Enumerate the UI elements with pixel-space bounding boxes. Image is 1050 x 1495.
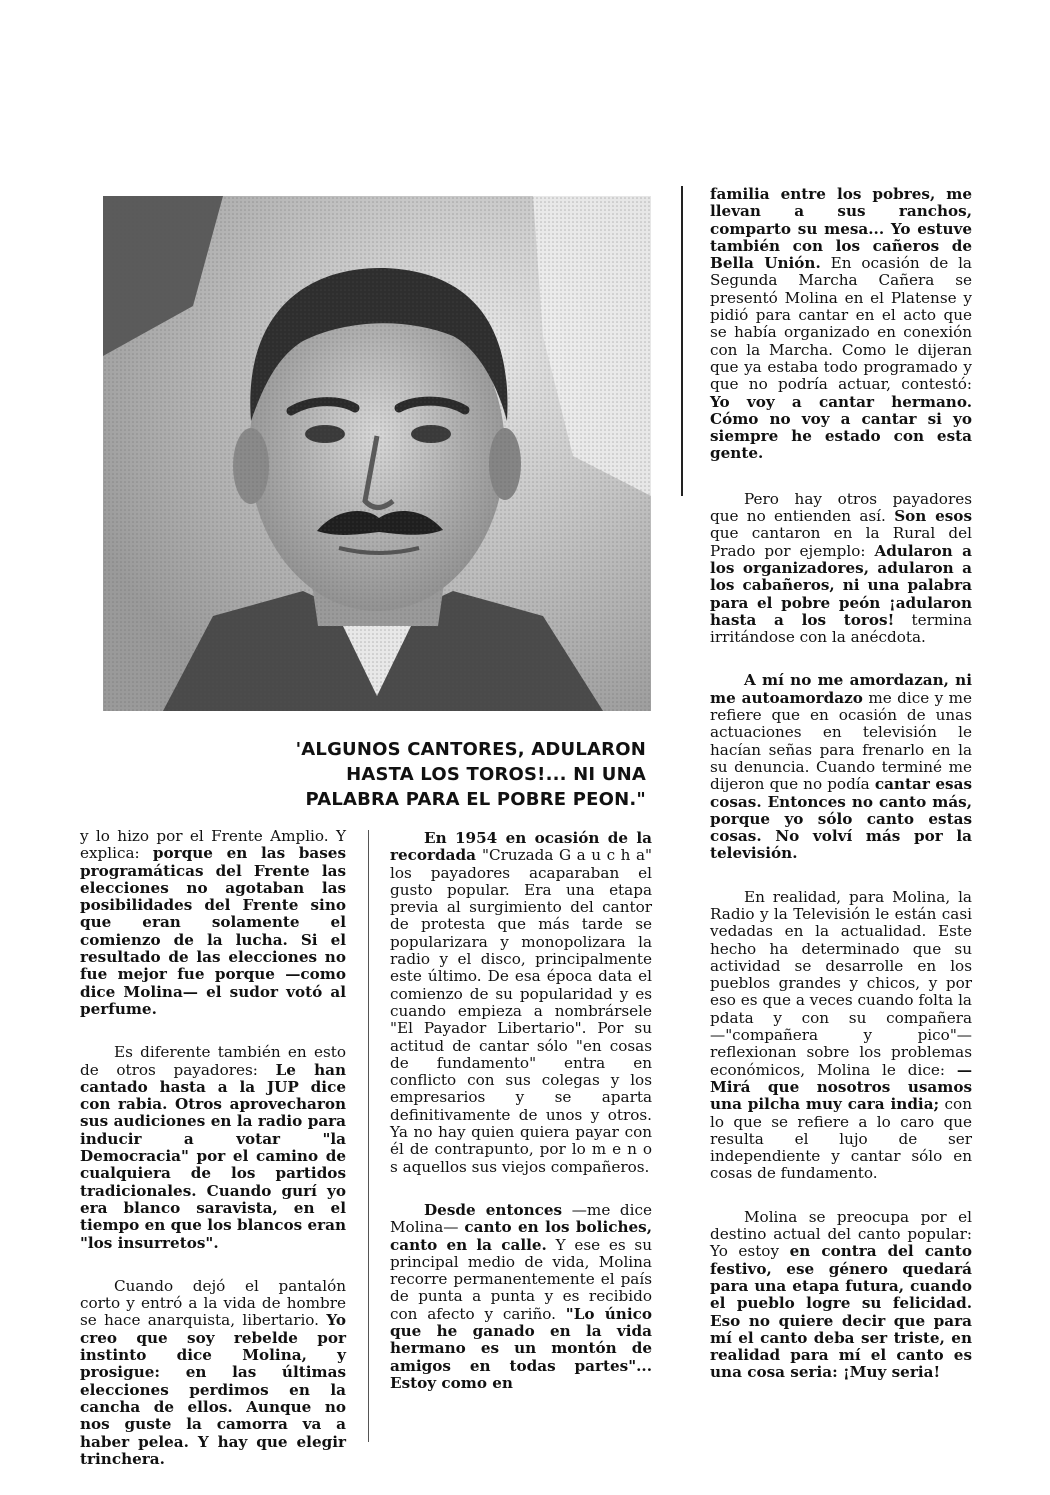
- paragraph-7: Pero hay otros payadores que no entienden así. Son esos que cantaron en la Rural del Prado por ejemplo: Adularon a los organizadores, adularon a los cabañeros, ni una palabra para el pobre peón ¡adularon hasta a los toros! termina irritándose con la anécdota.: [710, 489, 973, 647]
- column-2: [390, 830, 652, 1418]
- paragraph-9: En realidad, para Molina, la Radio y la Televisión le están casi vedadas en la actualidad. Este hecho ha determinado que su actividad se desarrolle en los pueblos grandes y chicos, y por eso es que a veces cuando folta la pdata y con su compañera —"compañera y pico"— reflexionan sobre los problemas económicos, Molina le dice: —Mirá que nosotros usamos una pilcha muy cara india; con lo que se refiere a lo caro que resulta el lujo de ser independiente y cantar sólo en cosas de fundamento.: [710, 887, 972, 1183]
- column-1: [80, 828, 346, 1494]
- paragraph-8: A mí no me amordazan, ni me autoamordazo me dice y me refiere que en ocasión de unas actuaciones en televisión le hacían señas para frenarlo en la su denuncia. Cuando terminé me dijeron que no podía cantar esas cosas. Entonces no canto más, porque yo sólo canto estas cosas. No volví más por la televisión.: [710, 671, 972, 863]
- paragraph-10: Molina se preocupa por el destino actual del canto popular: Yo estoy en contra del canto festivo, ese género quedará para una etapa futura, cuando el pueblo logre su felicidad. Eso no quiere decir que para mí el canto deba ser triste, en realidad para mí el canto es una cosa seria: ¡Muy seria!: [710, 1207, 973, 1382]
- paragraph-3: Cuando dejó el pantalón corto y entró a la vida de hombre se hace anarquista, libertario. Yo creo que soy rebelde por instinto dice Molina, y prosigue: en las últimas elecciones perdimos en la cancha de ellos. Aunque no nos guste la camorra va a haber pelea. Y hay que elegir trinchera.: [80, 1276, 346, 1468]
- paragraph-6: familia entre los pobres, me llevan a sus ranchos, comparto su mesa... Yo estuve también con los cañeros de Bella Unión. En ocasión de la Segunda Marcha Cañera se presentó Molina en el Platense y pidió para cantar en el acto que se había organizado en conexión con la Marcha. Como le dijeran que ya estaba todo programado y que no podría actuar, contestó: Yo voy a cantar hermano. Cómo no voy a cantar si yo siempre he estado con esta gente.: [710, 185, 972, 463]
- paragraph-4: En 1954 en ocasión de la recordada "Cruzada G a u c h a" los payadores acaparaban el gusto popular. Era una etapa previa al surgimiento del cantor de protesta que más tarde se popularizara y monopolizara la radio y el disco, principalmente este último. De esa época data el comienzo de su popularidad y es cuando empieza a nombrársele "El Payador Libertario". Por su actitud de cantar sólo "en cosas de fundamento" entra en conflicto con sus colegas y los empresarios y se aparta definitivamente de unos y otros. Ya no hay quien quiera payar con él de contrapunto, por lo m e n o s aquellos sus viejos compañeros.: [390, 829, 652, 1176]
- column-rule-right: [681, 186, 683, 496]
- paragraph-1: y lo hizo por el Frente Amplio. Y explica: porque en las bases programáticas del Frente las elecciones no agotaban las posibilidades del Frente sino que eran solamente el comienzo de la lucha. Si el resultado de las elecciones no fue mejor fue porque —como dice Molina— el sudor votó al perfume.: [80, 827, 347, 1018]
- paragraph-2: Es diferente también en esto de otros payadores: Le han cantado hasta a la JUP dice con rabia. Otros aprovecharon sus audiciones en la radio para inducir a votar "la Democracia" por el camino de cualquiera de los partidos tradicionales. Cuando gurí yo era blanco saravista, en el tiempo en que los blancos eran "los insurretos".: [80, 1043, 346, 1252]
- headline-quote: 'ALGUNOS CANTORES, ADULARON HASTA LOS TOROS!... NI UNA PALABRA PARA EL POBRE PEON.": [295, 739, 646, 810]
- paragraph-5: Desde entonces —me dice Molina— canto en los boliches, canto en la calle. Y ese es su principal medio de vida, Molina recorre permanentemente el país de punta a punta y es recibido con afecto y cariño. "Lo único que he ganado en la vida hermano es un montón de amigos en todas partes"... Estoy como en: [390, 1200, 653, 1392]
- column-3: [710, 186, 972, 1408]
- portrait-photo: [103, 196, 651, 711]
- column-rule-left: [368, 830, 369, 1442]
